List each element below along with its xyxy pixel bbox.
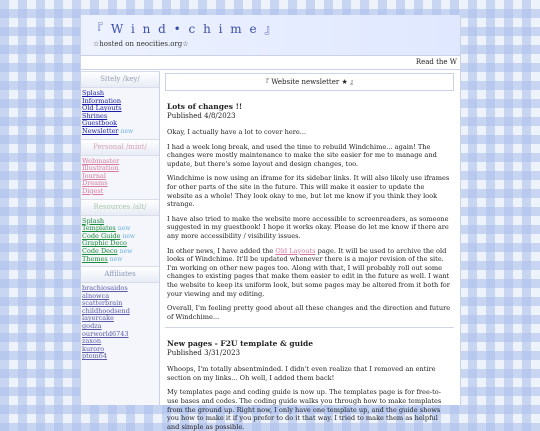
- sidebar-link-graphic-deco[interactable]: Graphic Deco: [82, 239, 127, 248]
- sidebar-heading-affiliates: Affiliates: [81, 266, 159, 283]
- sidebar-link-themes[interactable]: Themes: [82, 254, 108, 263]
- new-badge: new: [119, 247, 133, 255]
- sidebar-link-journal[interactable]: Journal: [82, 171, 106, 180]
- sidebar-heading-sitely: Sitely /key/: [81, 71, 159, 88]
- sidebar-section-resources: [81, 199, 159, 264]
- sidebar-link-splash[interactable]: Splash: [82, 216, 105, 225]
- post-title: New pages - F2U template & guide: [167, 339, 313, 349]
- sidebar-link-code-deco[interactable]: Code Deco: [82, 246, 118, 255]
- sidebar-section-affiliates: [81, 266, 159, 361]
- sidebar-section-sitely: [81, 71, 159, 136]
- post-paragraph: Windchime is now using an iframe for its sidebar links. It will also likely use iframes for other parts of the site in the future. This will make it easier to update the website as a whole! They look okay to me, but let me know if you think they look strange.: [167, 174, 450, 209]
- sidebar-section-personal: [81, 139, 159, 196]
- sidebar-link-scatterbrain[interactable]: scatterbrain: [82, 299, 123, 308]
- sidebar-list-resources: [81, 218, 159, 264]
- sidebar-link-layercake[interactable]: layercake: [82, 314, 114, 323]
- post-paragraph: Whoops, I'm totally absentminded. I didn't even realize that I removed an entire section on my links... Oh well, I added them back!: [167, 365, 436, 382]
- new-badge: new: [122, 232, 136, 240]
- marquee-text: Read the W: [415, 58, 457, 66]
- post-paragraph: I had a week long break, and used the time to rebuild Windchime... again! The changes were mostly maintenance to make the site easier for me to manage and update, but there's some layout and design changes, too.: [167, 142, 437, 168]
- post-text: page. It will be used to archive the old looks of Windchime. It'll be updated whenever there is a major revision of the site. I'm working on other new pages too. Along with that, I will probably roll out some changes to existing pages that make them easier to edit in the future as well. I want the website to keep its uniform look, but some pages may be altered from it both for your viewing and my editing.: [167, 246, 450, 298]
- sidebar-link-digest[interactable]: Digest: [82, 186, 104, 195]
- new-badge: new: [109, 255, 123, 263]
- sidebar-link-ptem64[interactable]: ptem64: [82, 352, 108, 361]
- sidebar-link-webmaster[interactable]: Webmaster: [82, 156, 120, 165]
- post-divider: [165, 327, 454, 328]
- sidebar-link-splash[interactable]: Splash: [82, 89, 105, 97]
- sidebar-link-alnowca[interactable]: alnowca: [82, 291, 110, 300]
- post-paragraph: Overall, I'm feeling pretty good about all these changes and the direction and future of Windchime...: [167, 304, 451, 321]
- sidebar-list-item: [82, 256, 159, 264]
- post-paragraph: [167, 247, 452, 299]
- new-badge: new: [117, 225, 131, 233]
- sidebar-link-newsletter[interactable]: Newsletter: [82, 126, 119, 135]
- post-paragraph: Okay, I actually have a lot to cover here...: [167, 128, 307, 136]
- post-2: [165, 339, 454, 431]
- sidebar-link-shrines[interactable]: Shrines: [82, 111, 108, 120]
- sidebar-link-dreams[interactable]: Dreams: [82, 179, 108, 188]
- sidebar-heading-personal: Personal /mint/: [81, 139, 159, 156]
- post-date: Published 4/8/2023: [167, 112, 236, 120]
- sidebar-heading-resources: Resources /alt/: [81, 199, 159, 216]
- sidebar-link-code-guide[interactable]: Code Guide: [82, 231, 121, 240]
- old-layouts-link[interactable]: Old Layouts: [275, 246, 316, 255]
- sidebar-link-ourworld6743[interactable]: ourworld6743: [82, 329, 129, 338]
- sidebar-link-kuroro[interactable]: kuroro: [82, 344, 105, 353]
- sidebar-list-item: [82, 128, 159, 136]
- post-paragraph: My templates page and coding guide is now up. The templates page is for free-to-use bases and codes. The coding guide walks you through how to make templates from the ground up. Right now, I only have one template up, and the guide shows you how to make it if you prefer to do it that way. I tried to make them as helpful and simple as possible.: [167, 388, 442, 431]
- marquee-banner: [81, 56, 460, 70]
- sidebar-link-childhoodsend[interactable]: childhoodsend: [82, 306, 130, 315]
- site-subtitle: ☆hosted on neocities.org☆: [93, 40, 189, 48]
- site-title: 『 W i n d • c h i m e 』: [91, 22, 279, 36]
- post-paragraph: I have also tried to make the website more accessible to screenreaders, as someone suggested in my guestbook! I hope it works okay. Please do let me know if there are any more accessibility / visibility issues.: [167, 214, 449, 240]
- sidebar-link-templates[interactable]: Templates: [82, 224, 116, 233]
- sidebar-link-godza[interactable]: godza: [82, 322, 102, 331]
- post-date: Published 3/31/2023: [167, 349, 241, 358]
- sidebar: [81, 71, 160, 405]
- sidebar-link-information[interactable]: Information: [82, 96, 122, 105]
- sidebar-link-zaxon[interactable]: zaxon: [82, 337, 102, 346]
- site-header: [81, 15, 460, 56]
- main-content: [165, 71, 454, 431]
- sidebar-link-illustration[interactable]: Illustration: [82, 164, 119, 173]
- sidebar-list-item: [82, 188, 159, 196]
- sidebar-list-item: [82, 353, 159, 361]
- new-badge: new: [120, 127, 134, 135]
- page-container: [80, 15, 461, 431]
- post-text: In other news, I have added the: [167, 246, 276, 255]
- post-title: Lots of changes !!: [167, 102, 243, 111]
- newsletter-title: 『 Website newsletter ★ 』: [165, 73, 454, 91]
- sidebar-link-guestbook[interactable]: Guestbook: [82, 119, 118, 128]
- sidebar-list-affiliates: [81, 285, 159, 361]
- sidebar-link-old-layouts[interactable]: Old Layouts: [82, 104, 122, 113]
- post-1: [165, 102, 454, 321]
- sidebar-list-personal: [81, 158, 159, 196]
- sidebar-link-brachiosaidos[interactable]: brachiosaidos: [82, 284, 128, 293]
- sidebar-list-sitely: [81, 90, 159, 136]
